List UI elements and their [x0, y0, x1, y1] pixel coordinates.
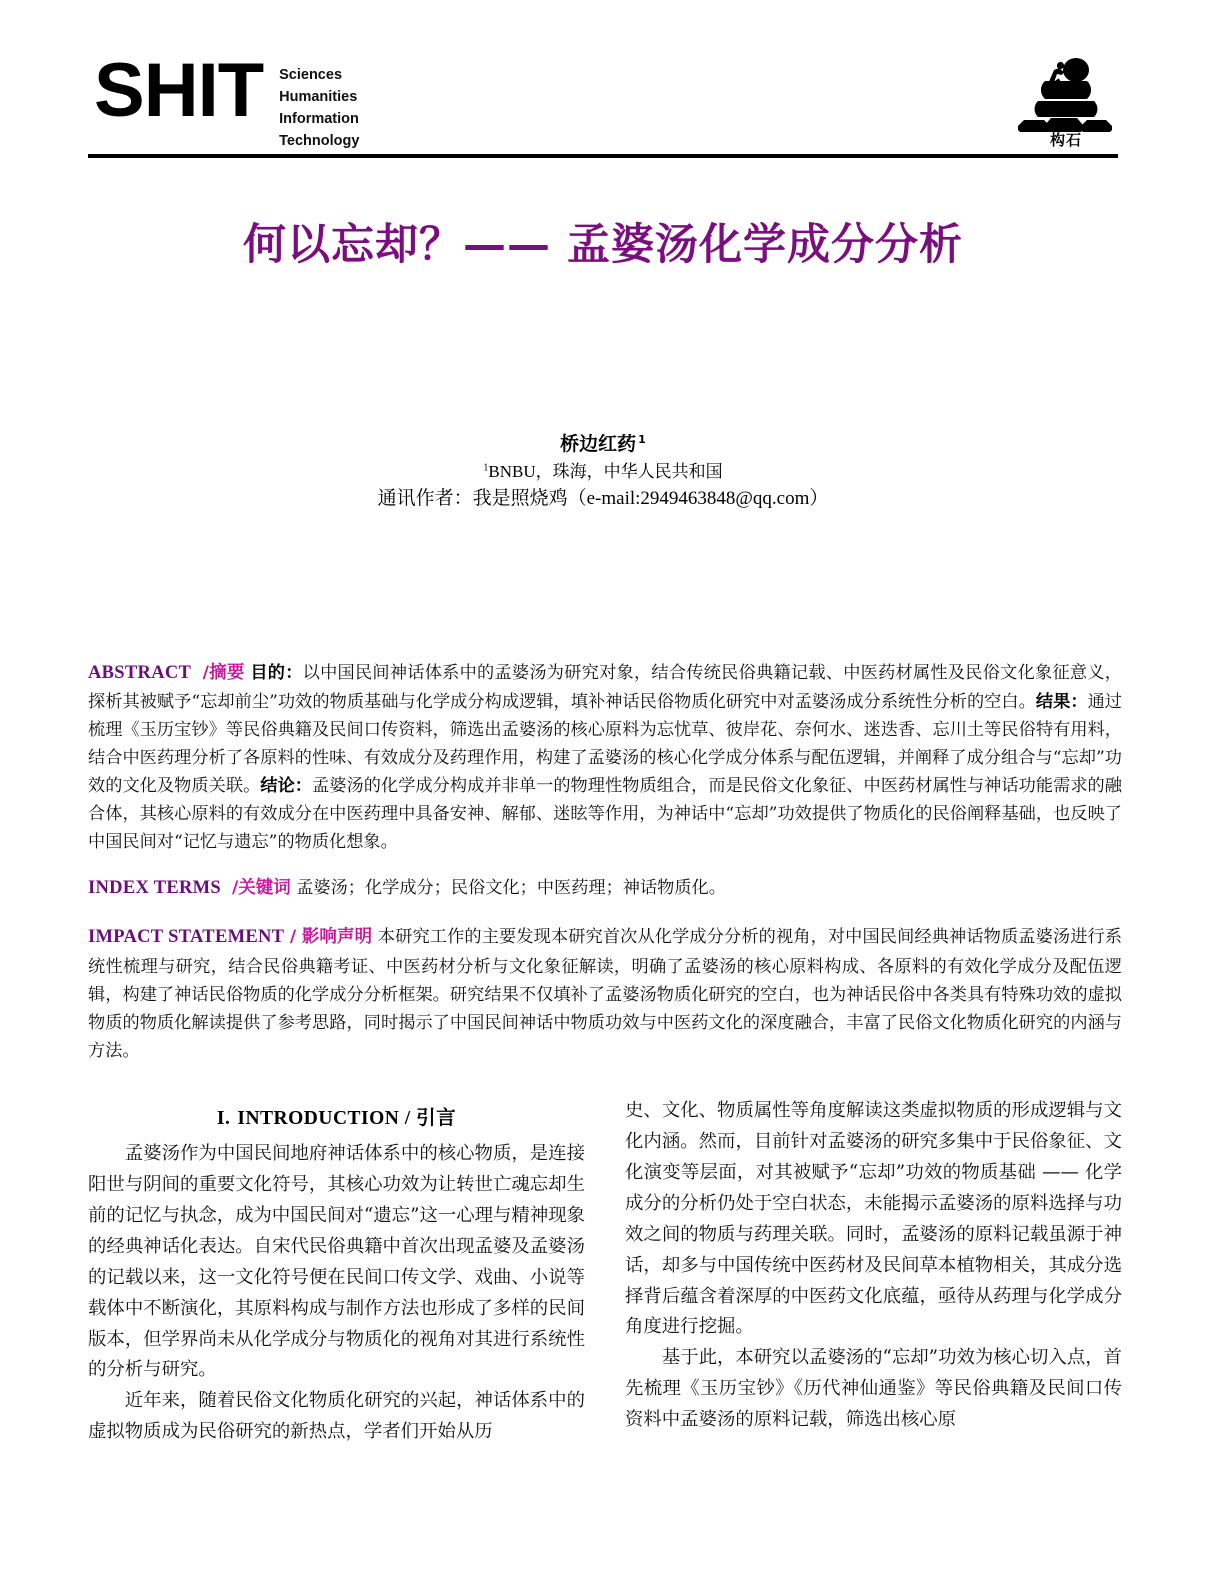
abstract-purpose-text: 以中国民间神话体系中的孟婆汤为研究对象，结合传统民俗典籍记载、中医药材属性及民俗文化象征意义，探析其被赋予“忘却前尘”功效的物质基础与化学成分构成逻辑，填补神话民俗物质化研究中对孟婆汤成分系统性分析的空白。 [88, 663, 1122, 713]
paragraph: 史、文化、物质属性等角度解读这类虚拟物质的形成逻辑与文化内涵。然而，目前针对孟婆汤的研究多集中于民俗象征、文化演变等层面，对其被赋予“忘却”功效的物质基础 —— 化学成分的分析仍处于空白状态，未能揭示孟婆汤的原料选择与功效之间的物质与药理关联。同时，孟婆汤的原料记载虽源于神话，却多与中国传统中医药材及民间草本植物相关，其成分选择背后蕴含着深厚的中医药文化底蕴，亟待从药理与化学成分角度进行挖掘。 [625, 1100, 1122, 1338]
paragraph: 近年来，随着民俗文化物质化研究的兴起，神话体系中的虚拟物质成为民俗研究的新热点，学者们开始从历 [88, 1390, 585, 1443]
brand-expansion-line-humanities: Humanities [279, 89, 358, 106]
author-name [88, 432, 1118, 458]
front-matter [88, 658, 1122, 1065]
author-block [88, 432, 1118, 513]
abstract-conclusion-runin: 结论： [260, 776, 313, 797]
affiliation-marker: 1 [483, 461, 489, 473]
masthead-divider [88, 154, 1118, 158]
body-column-right [625, 1096, 1122, 1496]
brand-expansion-line-sciences: Sciences [279, 67, 343, 83]
index-terms-label-en: INDEX TERMS [88, 878, 221, 899]
paragraph: 基于此，本研究以孟婆汤的“忘却”功效为核心切入点，首先梳理《玉历宝钞》《历代神仙通鉴》等民俗典籍及民间口传资料中孟婆汤的原料记载，筛选出核心原 [625, 1347, 1122, 1431]
abstract-purpose-runin: 目的： [250, 663, 303, 683]
page-title: 何以忘却？—— 孟婆汤化学成分分析 [243, 219, 963, 270]
brand-expansion-line-technology: Technology [279, 133, 360, 150]
abstract-results-runin: 结果： [1035, 692, 1088, 713]
impact-statement-label-en: IMPACT STATEMENT [88, 927, 285, 948]
author-affiliation-marker: 1 [638, 432, 646, 446]
index-terms-block [88, 873, 1122, 903]
paragraph: 孟婆汤作为中国民间地府神话体系中的核心物质，是连接阳世与阴间的重要文化符号，其核心功效为让转世亡魂忘却生前的记忆与执念，成为中国民间对“遗忘”这一心理与精神现象的经典神话化表达。自宋代民俗典籍中首次出现孟婆及孟婆汤的记载以来，这一文化符号便在民间口传文学、戏曲、小说等载体中不断演化，其原料构成与制作方法也形成了多样的民间版本，但学界尚未从化学成分与物质化的视角对其进行系统性的分析与研究。 [88, 1143, 585, 1381]
author-name-text: 桥边红药 [560, 433, 637, 455]
brand-expansion-line-information: Information [279, 111, 359, 128]
abstract-label-en: ABSTRACT [88, 663, 192, 683]
index-terms-text: 孟婆汤；化学成分；民俗文化；中医药理；神话物质化。 [296, 878, 726, 899]
section-number: I. [216, 1108, 231, 1129]
abstract-label-cn: 摘要 [208, 663, 245, 683]
abstract-conclusion-text: 孟婆汤的化学成分构成并非单一的物理性物质组合，而是民俗文化象征、中医药材属性与神话功能需求的融合体，其核心原料的有效成分在中医药理中具备安神、解郁、迷眩等作用，为神话中“忘却”功效提供了物质化的民俗阐释基础，也反映了中国民间对“记忆与遗忘”的物质化想象。 [88, 776, 1122, 853]
journal-brand [94, 48, 360, 152]
publisher-logo [1014, 54, 1118, 148]
abstract-label-separator: / [202, 663, 209, 683]
section-heading-separator: / [404, 1108, 411, 1129]
impact-statement-label-separator: / [289, 927, 297, 948]
journal-acronym-expansion [279, 64, 359, 152]
abstract-results-text: 通过梳理《玉历宝钞》等民俗典籍及民间口传资料，筛选出孟婆汤的核心原料为忘忧草、彼岸花、奈何水、迷迭香、忘川土等民俗特有用料，结合中医药理分析了各原料的性味、有效成分及药理作用，构建了孟婆汤的核心化学成分体系与配伍逻辑，并阐释了成分组合与“忘却”功效的文化及物质关联。 [88, 692, 1122, 797]
masthead [88, 48, 1118, 156]
index-terms-label-cn: 关键词 [238, 878, 291, 899]
affiliation-text: BNBU，珠海，中华人民共和国 [488, 461, 723, 481]
journal-acronym: SHIT [94, 48, 264, 133]
stacked-stones-icon [1018, 54, 1114, 132]
affiliation [88, 460, 1118, 485]
section-heading-introduction [88, 1102, 585, 1130]
body-column-left [88, 1096, 585, 1496]
index-terms-label-separator: / [231, 878, 239, 899]
section-heading-cn: 引言 [416, 1108, 457, 1129]
impact-statement-text: 本研究工作的主要发现本研究首次从化学成分分析的视角，对中国民间经典神话物质孟婆汤进行系统性梳理与研究，结合民俗典籍考证、中医药材分析与文化象征解读，明确了孟婆汤的核心原料构成、各原料的有效化学成分及配伍逻辑，构建了神话民俗物质的化学成分分析框架。研究结果不仅填补了孟婆汤物质化研究的空白，也为神话民俗中各类具有特殊功效的虚拟物质的物质化解读提供了参考思路，同时揭示了中国民间神话中物质功效与中医药文化的深度融合，丰富了民俗文化物质化研究的内涵与方法。 [88, 927, 1123, 1061]
corresponding-author: 通讯作者：我是照烧鸡（e-mail:2949463848@qq.com） [377, 488, 829, 510]
impact-statement-label-cn: 影响声明 [301, 927, 373, 948]
body-columns [88, 1096, 1122, 1496]
publisher-logo-label: 构石 [1049, 131, 1082, 149]
section-heading-en: INTRODUCTION [237, 1108, 400, 1129]
impact-statement-block [88, 922, 1122, 1064]
abstract-block [88, 658, 1122, 856]
